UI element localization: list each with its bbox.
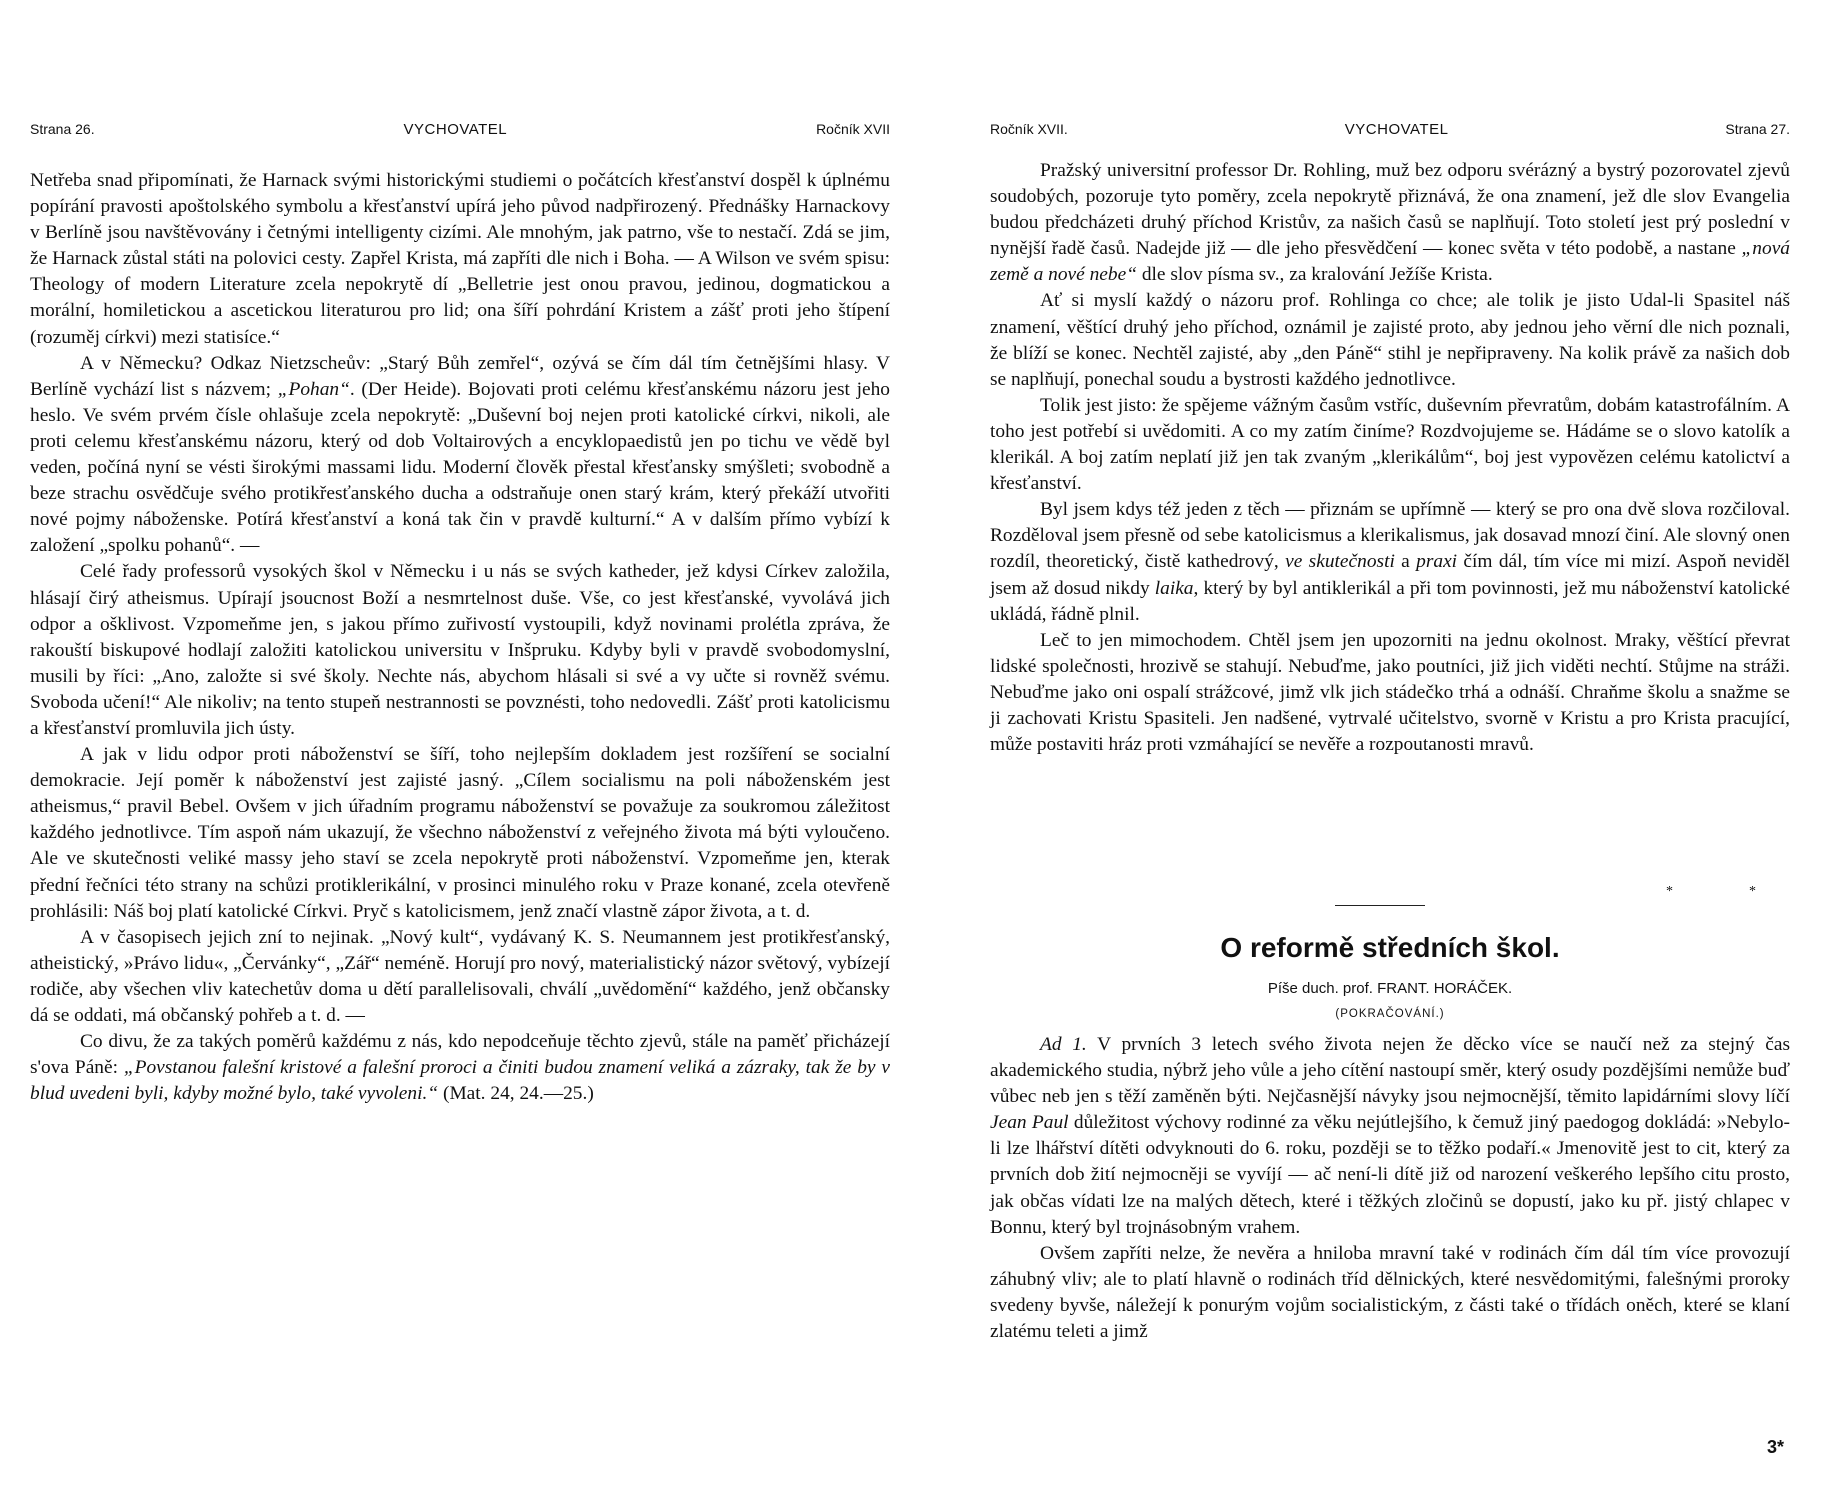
right-body-text-bottom [990, 1032, 1790, 1345]
right-page [990, 0, 1790, 1500]
asterisks [1666, 884, 1756, 900]
paragraph: Byl jsem kdys též jeden z těch — přiznám se upřímně — který se pro ona dvě slova rozčiloval. Rozděloval jsem přesně od sebe katolicismus a klerikalismus, jak dosavad mnozí činí. Ale slovný onen rozdíl, theoretický, čistě kathedrový, ve skutečnosti a praxi čím dál, tím více mi mizí. Aspoň neviděl jsem až dosud nikdy laika, který by byl antiklerikál a při tom povinnosti, jež mu náboženství katolické ukládá, řádně plnil. [990, 499, 1790, 625]
left-page [30, 0, 890, 1500]
page-number: Strana 27. [1725, 121, 1790, 137]
right-body-text-top [990, 158, 1790, 758]
paragraph: A v Německu? Odkaz Nietzscheův: „Starý Bůh zemřel“, ozývá se čím dál tím četnějšími hlasy. V Berlíně vychází list s názvem; „Pohan“. (Der Heide). Bojovati proti celému křesťanskému názoru jest jeho heslo. Ve svém prvém čísle ohlašuje zcela nepokrytě: „Duševní boj nejen proti katolické církvi, nikoli, ale proti celemu křesťanskému názoru, který od dob Voltairových a encyklopaedistů jen po tichu ve vědě byl veden, počíná nyní se vésti širokými massami lidu. Moderní člověk přestal křesťansky smýšleti; svobodně a beze strachu osvědčuje svého protikřesťanského ducha a odstraňuje onen starý krám, který překáží utvořiti nové pojmy náboženske. Potírá křesťanství a koná tak čin v pravdě kulturní.“ A v dalším přímo vybízí k založení „spolku pohanů“. — [30, 352, 890, 557]
paragraph: Ad 1. V prvních 3 letech svého života nejen že děcko více se naučí než za stejný čas akademického studia, nýbrž jeho vůle a jeho cítění nastoupí směr, který osudy pozdějšími nemůže buď vůbec neb jen s těží zaměněn býti. Nejčasnější návyky jsou nejmocnější, těmito lapidárními slovy líčí Jean Paul důležitost výchovy rodinné za věku nejútlejšího, k čemuž jiný paedogog dokládá: »Nebylo-li lze lhářství dítěti odvyknouti do 6. roku, později se to těžko podaří.« Jmenovitě jest to cit, který za prvních dob žití nejmocněji se vyvíjí — ač není-li dítě již od narození veškerého lepšího citu prosto, jak občas vídati lze na malých dětech, které i těžkých zločinů se dopustí, jako ku př. jistý chlapec v Bonnu, který byl trojnásobným vrahem. [990, 1034, 1791, 1238]
signature-mark: 3* [1766, 1437, 1784, 1457]
paragraph: Netřeba snad připomínati, že Harnack svými historickými studiemi o počátcích křesťanství dospěl k úplnému popírání pravosti apoštolského symbolu a křesťanství upírá jeho původ nadpřirozený. Přednášky Harnackovy v Berlíně jsou navštěvovány i četnými intelligenty cizími. Ale mnohým, jak patrno, vše to nestačí. Zdá se jim, že Harnack zůstal státi na polovici cesty. Zapřel Krista, má zapříti dle nich i Boha. — A Wilson ve svém spisu: Theology of modern Literature zcela nepokrytě dí „Belletrie jest onou pravou, jedinou, dogmatickou a morální, homiletickou a ascetickou literaturou pro lid; ona šíří pohrdání Kristem a zášť proti jeho štípení (rozuměj církvi) mezi statisíce.“ [30, 170, 890, 348]
running-head [30, 118, 890, 140]
paragraph: Ovšem zapříti nelze, že nevěra a hniloba mravní také v rodinách čím dál tím více provozují záhubný vliv; ale to platí hlavně o rodinách tříd dělnických, které nesvědomitými, falešnými proroky svedeny byvše, náležejí k ponurým vojům socialistickým, z části také o třídách oněch, které se klaní zlatému teleti a jimž [990, 1242, 1790, 1343]
journal-title: VYCHOVATEL [1344, 120, 1449, 138]
paragraph: Leč to jen mimochodem. Chtěl jsem jen upozorniti na jednu okolnost. Mraky, věštící převrat lidské společnosti, hrozivě se stahují. Nebuďme, jako poutníci, již jich viděti nechtí. Stůjme na stráži. Nebuďme jako oni ospalí strážcové, jimž vlk jich stádečko trhá a odnáší. Chraňme školu a snažme se ji zachovati Kristu Spasiteli. Jen nadšené, vytrvalé učitelstvo, svorně v Kristu a pro Krista pracující, může postaviti hráz proti vzmáhající se nevěře a rozpoutanosti mravů. [990, 629, 1790, 756]
paragraph: Co divu, že za takých poměrů každému z nás, kdo nepodceňuje těchto zjevů, stále na paměť přicházejí s'ova Páně: „Povstanou falešní kristové a falešní proroci a činiti budou znamení veliká a zázraky, tak že by v blud uvedeni byli, kdyby možné bylo, také vyvoleni.“ (Mat. 24, 24.—25.) [30, 1031, 890, 1105]
journal-title: VYCHOVATEL [403, 120, 508, 138]
volume-label: Ročník XVII. [990, 121, 1068, 137]
article-title: O reformě středních škol. [1220, 932, 1560, 963]
page-number: Strana 26. [30, 121, 95, 137]
section-divider [1335, 905, 1425, 906]
paragraph: Ať si myslí každý o názoru prof. Rohlinga co chce; ale tolik je jisto Udal-li Spasitel náš znamení, věštící druhý jeho příchod, oznámil je zajisté proto, aby jednou jeho věrní dle nich poznali, že blíží se konec. Nechtěl zajisté, aby „den Páně“ stihl je nepřipraveny. Na kolik právě za našich dob se naplňují, ponechal soudu a bystrosti každého jednotlivce. [990, 290, 1790, 390]
paragraph: Pražský universitní professor Dr. Rohling, muž bez odporu svérázný a bystrý pozorovatel zjevů soudobých, pozoruje tyto poměry, zcela nepokrytě přiznává, že ona znamení, jež dle slov Evangelia budou předcházeti druhý příchod Kristův, za našich časů se naplňují. Toto století jest prý poslední v nynější řadě časů. Nadejde již — dle jeho přesvědčení — konec světa v této podobě, a nastane „nová země a nové nebe“ dle slov písma sv., za kralování Ježíše Krista. [990, 160, 1790, 286]
paragraph: A v časopisech jejich zní to nejinak. „Nový kult“, vydávaný K. S. Neumannem jest protikřesťanský, atheistický, »Právo lidu«, „Červánky“, „Zář“ neméně. Horují pro nový, materialistický názor světový, vybízejí rodiče, aby všechen vliv katechetův doma u dětí parallelisovali, chválí „uvědomění“ každého, jenž občansky dá se oddati, má občanský pohřeb a t. d. — [30, 926, 890, 1026]
volume-label: Ročník XVII [816, 121, 890, 137]
paragraph: Tolik jest jisto: že spějeme vážným časům vstříc, duševním převratům, dobám katastrofálním. A toho jest potřebí si uvědomiti. A co my zatím činíme? Rozdvojujeme se. Hádáme se o slovo katolík a klerikál. A boj zatím neplatí již jen tak zvaným „klerikálům“, boj jest vypovězen celému katolictví a křesťanství. [990, 394, 1790, 495]
section-divider-wrap [990, 905, 1790, 915]
article-byline: Píše duch. prof. FRANT. HORÁČEK. [1267, 980, 1513, 997]
left-body-text [30, 168, 890, 1107]
running-head [990, 118, 1790, 140]
continued-label: (POKRAČOVÁNÍ.) [1335, 1008, 1445, 1020]
asterisk: * [1666, 884, 1673, 899]
asterisk: * [1749, 884, 1756, 899]
paragraph: Celé řady professorů vysokých škol v Německu i u nás se svých katheder, jež kdysi Církev založila, hlásají čirý atheismus. Upírají jsoucnost Boží a nesmrtelnost duše. Vše, co jest křesťanské, vyvolává jich odpor a ošklivost. Vzpomeňme jen, s jakou přímo zuřivostí vystoupili, když novinami prolétla zpráva, že rakouští biskupové hodlají založiti katolickou universitu v Inšpruku. Kdyby byli v pravdě svobodomyslní, musili by říci: „Ano, založte si své školy. Nechte nás, abychom hlásali si své a vy učte si rovněž svému. Svoboda učení!“ Ale nikoliv; na tento stupeň nestrannosti se povznésti, toho nedovedli. Zášť proti katolicismu a křesťanství promluvila jich ústy. [30, 561, 890, 739]
paragraph: A jak v lidu odpor proti náboženství se šíří, toho nejlepším dokladem jest rozšíření se socialní demokracie. Její poměr k náboženství jest zajisté jasný. „Cílem socialismu na poli náboženském jest atheismus,“ pravil Bebel. Ovšem v jich úřadním programu náboženství se považuje za soukromou záležitost každého jednotlivce. Tím aspoň nám ukazují, že všechno náboženství z veřejného života má býti vyloučeno. Ale ve skutečnosti veliké massy jeho staví se zcela nepokrytě proti náboženství. Vzpomeňme jen, kterak přední řečníci této strany na schůzi protiklerikální, v prosinci minulého roku v Praze konané, zcela otevřeně prohlásili: Náš boj platí katolické Církvi. Pryč s katolicismem, jenž značí vlastně zápor života, a t. d. [30, 744, 890, 922]
